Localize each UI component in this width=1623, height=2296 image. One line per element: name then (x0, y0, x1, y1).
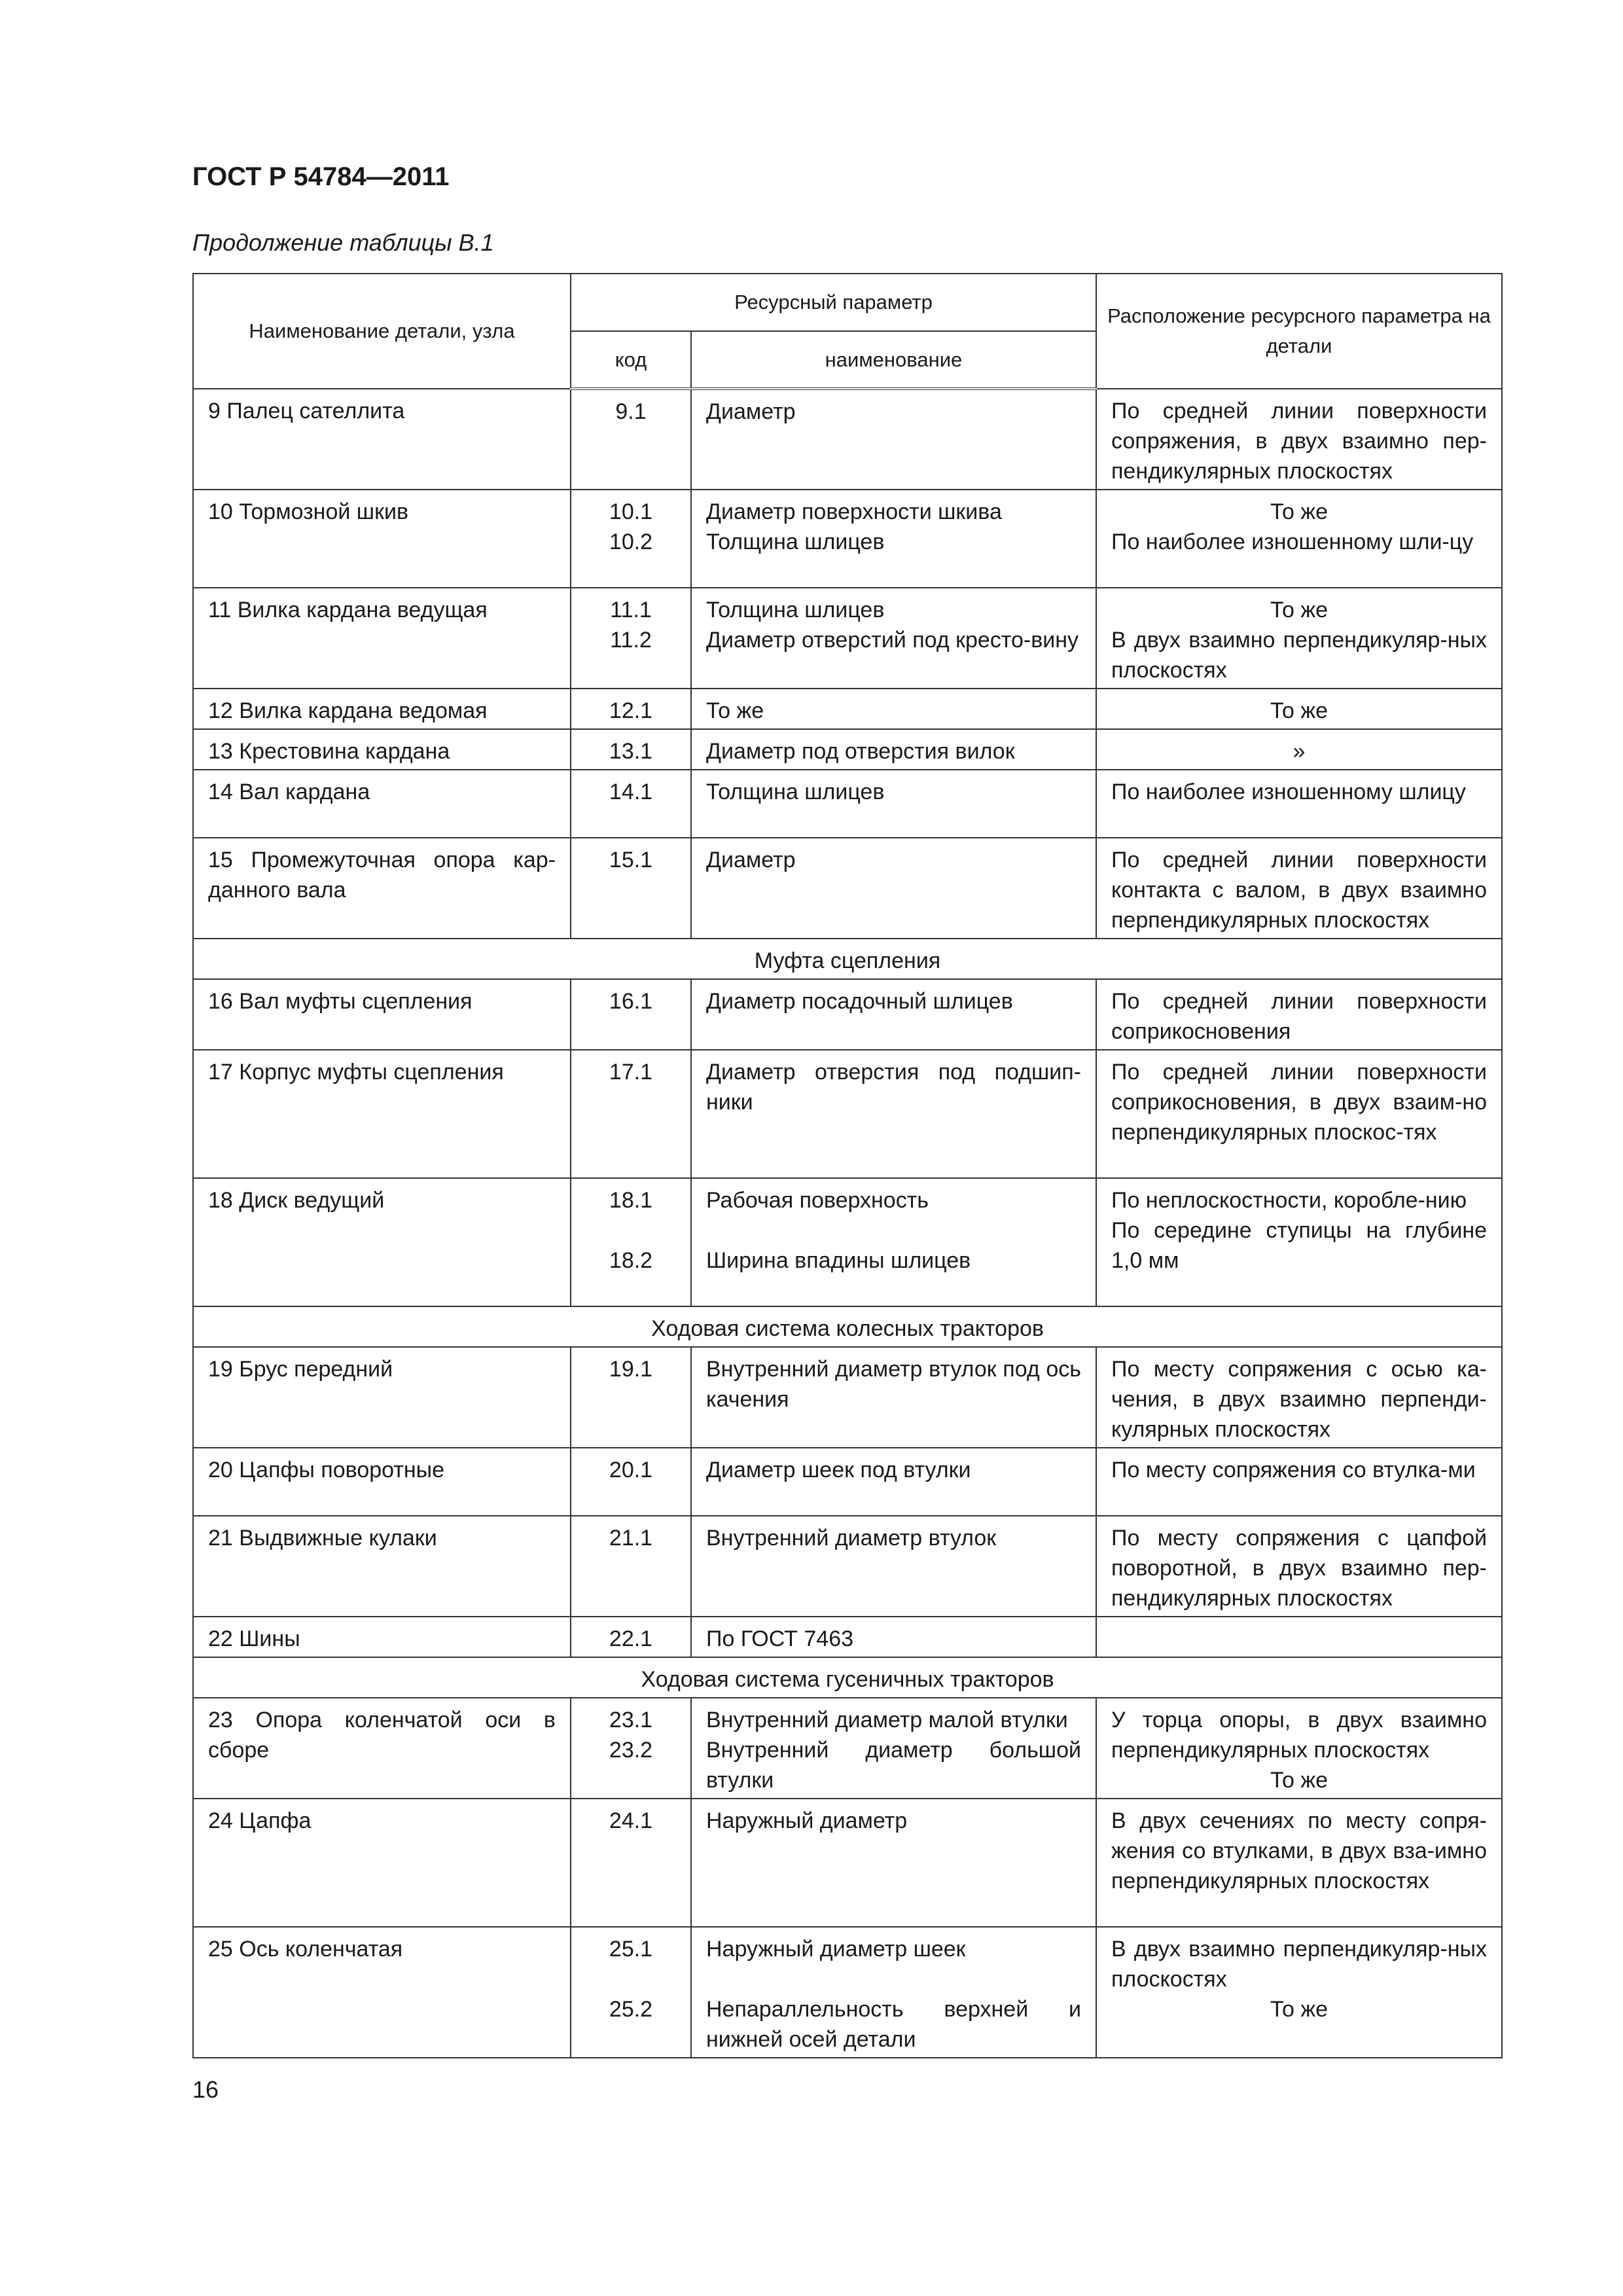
parameter-location-cell (1096, 490, 1502, 588)
parameter-code: 23.1 (609, 1708, 653, 1732)
parameter-name-cell (691, 1927, 1096, 2058)
parameter-name: Внутренний диаметр большой втулки (706, 1738, 1081, 1793)
parameter-code-cell (571, 389, 691, 490)
header-resource-parameter: Ресурсный параметр (571, 274, 1096, 331)
parameter-code-cell (571, 729, 691, 770)
parameter-code-cell (571, 1799, 691, 1927)
parameter-location: То же (1270, 1997, 1329, 2022)
parameter-location-cell (1096, 389, 1502, 490)
parameter-location-cell (1096, 689, 1502, 729)
parameter-location: По месту сопряжения с цапфой поворотной, в двух взаимно пер-пендикулярных плоскостях (1111, 1526, 1487, 1611)
table-row (193, 588, 1502, 689)
parameter-code: 22.1 (609, 1626, 653, 1651)
parameter-name: По ГОСТ 7463 (706, 1626, 854, 1651)
resource-parameters-table (192, 273, 1503, 2058)
parameter-name: Диаметр шеек под втулки (706, 1458, 971, 1482)
table-row (193, 1927, 1502, 2058)
parameter-code-cell (571, 1178, 691, 1306)
parameter-name: То же (706, 698, 764, 723)
table-row (193, 729, 1502, 770)
parameter-code-cell (571, 588, 691, 689)
parameter-location: По средней линии поверхности контакта с валом, в двух взаимно перпендикулярных плоскостях (1111, 848, 1487, 933)
parameter-code: 25.2 (609, 1997, 653, 2022)
parameter-location: По средней линии поверхности сопряжения, в двух взаимно пер-пендикулярных плоскостях (1111, 399, 1487, 484)
parameter-name-cell (691, 838, 1096, 939)
parameter-code-cell (571, 689, 691, 729)
parameter-location: То же (1270, 698, 1329, 723)
parameter-code: 12.1 (609, 698, 653, 723)
parameter-name-cell (691, 588, 1096, 689)
parameter-location-cell (1096, 770, 1502, 838)
table-row (193, 1050, 1502, 1178)
parameter-code: 20.1 (609, 1458, 653, 1482)
parameter-location-cell (1096, 1347, 1502, 1448)
parameter-code: 16.1 (609, 989, 653, 1014)
parameter-location: То же (1270, 598, 1329, 622)
table-row (193, 389, 1502, 490)
parameter-code: 13.1 (609, 739, 653, 764)
part-name-cell: 23 Опора коленчатой оси в сборе (193, 1698, 571, 1799)
parameter-location-cell (1096, 1698, 1502, 1799)
parameter-code: 11.2 (610, 628, 652, 653)
part-name-cell: 18 Диск ведущий (193, 1178, 571, 1306)
parameter-code: 18.2 (609, 1248, 653, 1273)
parameter-name-cell (691, 770, 1096, 838)
part-name-cell: 11 Вилка кардана ведущая (193, 588, 571, 689)
parameter-location: В двух взаимно перпендикуляр-ных плоскостях (1111, 1937, 1487, 1992)
parameter-name: Диаметр (706, 399, 796, 424)
table-body (193, 389, 1502, 2058)
document-header-title: ГОСТ Р 54784—2011 (192, 162, 450, 191)
header-name: наименование (691, 331, 1096, 389)
parameter-name-cell (691, 1698, 1096, 1799)
parameter-name: Толщина шлицев (706, 780, 885, 804)
parameter-location: В двух сечениях по месту сопря-жения со втулками, в двух вза-имно перпендикулярных плоскостях (1111, 1808, 1487, 1893)
parameter-code: 21.1 (609, 1526, 653, 1551)
parameter-name-cell (691, 389, 1096, 490)
parameter-code-cell (571, 1516, 691, 1617)
parameter-name: Рабочая поверхность (706, 1188, 929, 1213)
parameter-code: 24.1 (609, 1808, 653, 1833)
section-row (193, 1657, 1502, 1698)
section-title: Ходовая система колесных тракторов (193, 1306, 1502, 1347)
parameter-name-cell (691, 729, 1096, 770)
line-spacer (586, 1964, 676, 1994)
parameter-code-cell (571, 1448, 691, 1516)
parameter-location: По месту сопряжения с осью ка-чения, в двух взаимно перпенди-кулярных плоскостях (1111, 1357, 1487, 1442)
parameter-code: 23.2 (609, 1738, 653, 1763)
parameter-code-cell (571, 490, 691, 588)
parameter-name: Внутренний диаметр втулок под ось качения (706, 1357, 1081, 1412)
parameter-code-cell (571, 1050, 691, 1178)
line-spacer (586, 1215, 676, 1246)
parameter-code: 18.1 (609, 1188, 653, 1213)
parameter-location: По месту сопряжения со втулка-ми (1111, 1458, 1476, 1482)
parameter-name: Диаметр отверстий под кресто-вину (706, 628, 1079, 653)
parameter-code: 19.1 (609, 1357, 653, 1382)
parameter-location: То же (1270, 1768, 1329, 1793)
parameter-code: 11.1 (610, 598, 652, 622)
parameter-location: В двух взаимно перпендикуляр-ных плоскостях (1111, 628, 1487, 683)
parameter-name-cell (691, 979, 1096, 1050)
part-name-cell: 16 Вал муфты сцепления (193, 979, 571, 1050)
parameter-location-cell (1096, 729, 1502, 770)
parameter-name-cell (691, 1347, 1096, 1448)
parameter-name: Диаметр поверхности шкива (706, 499, 1002, 524)
parameter-name: Наружный диаметр (706, 1808, 908, 1833)
parameter-code: 14.1 (609, 780, 653, 804)
parameter-code-cell (571, 1347, 691, 1448)
table-row (193, 770, 1502, 838)
parameter-location: У торца опоры, в двух взаимно перпендикулярных плоскостях (1111, 1708, 1487, 1763)
parameter-location-cell (1096, 1448, 1502, 1516)
part-name-cell: 10 Тормозной шкив (193, 490, 571, 588)
part-name-cell: 20 Цапфы поворотные (193, 1448, 571, 1516)
section-row (193, 1306, 1502, 1347)
part-name-cell: 15 Промежуточная опора кар-данного вала (193, 838, 571, 939)
part-name-cell: 19 Брус передний (193, 1347, 571, 1448)
table-row (193, 490, 1502, 588)
parameter-code: 17.1 (609, 1060, 653, 1085)
parameter-code: 25.1 (609, 1937, 653, 1962)
parameter-code-cell (571, 770, 691, 838)
parameter-location: То же (1270, 499, 1329, 524)
parameter-code: 10.2 (609, 529, 653, 554)
parameter-code-cell (571, 979, 691, 1050)
table-row (193, 689, 1502, 729)
parameter-name: Наружный диаметр шеек (706, 1937, 966, 1962)
parameter-location: По средней линии поверхности соприкосновения, в двух взаим-но перпендикулярных плоскос-тях (1111, 1060, 1487, 1145)
parameter-name-cell (691, 689, 1096, 729)
part-name-cell: 12 Вилка кардана ведомая (193, 689, 571, 729)
page-number: 16 (192, 2076, 219, 2103)
parameter-name-cell (691, 1617, 1096, 1657)
table-row (193, 1178, 1502, 1306)
parameter-location-cell (1096, 838, 1502, 939)
parameter-name: Толщина шлицев (706, 598, 885, 622)
parameter-name: Диаметр посадочный шлицев (706, 989, 1013, 1014)
parameter-name: Диаметр отверстия под подшип-ники (706, 1060, 1081, 1115)
parameter-code: 9.1 (615, 399, 647, 424)
parameter-location: По средней линии поверхности соприкосновения (1111, 989, 1487, 1044)
table-row (193, 1617, 1502, 1657)
parameter-location-cell (1096, 979, 1502, 1050)
table-continuation-caption: Продолжение таблицы В.1 (192, 229, 494, 256)
parameter-name: Ширина впадины шлицев (706, 1248, 971, 1273)
parameter-code-cell (571, 1698, 691, 1799)
parameter-name: Непараллельность верхней и нижней осей детали (706, 1997, 1081, 2052)
line-spacer (706, 1215, 1081, 1246)
parameter-code: 15.1 (609, 848, 653, 872)
header-code: код (571, 331, 691, 389)
part-name-cell: 17 Корпус муфты сцепления (193, 1050, 571, 1178)
parameter-code-cell (571, 838, 691, 939)
header-parameter-location: Расположение ресурсного параметра на детали (1096, 274, 1502, 389)
parameter-name: Внутренний диаметр малой втулки (706, 1708, 1068, 1732)
parameter-location-cell (1096, 1799, 1502, 1927)
part-name-cell: 14 Вал кардана (193, 770, 571, 838)
parameter-name-cell (691, 1050, 1096, 1178)
parameter-location: По наиболее изношенному шлицу (1111, 780, 1466, 804)
parameter-name-cell (691, 1516, 1096, 1617)
parameter-location: По середине ступицы на глубине 1,0 мм (1111, 1218, 1487, 1273)
parameter-name-cell (691, 1178, 1096, 1306)
parameter-location-cell (1096, 1927, 1502, 2058)
header-part-name: Наименование детали, узла (193, 274, 571, 389)
table-row (193, 979, 1502, 1050)
part-name-cell: 25 Ось коленчатая (193, 1927, 571, 2058)
table-row (193, 1799, 1502, 1927)
parameter-name: Диаметр под отверстия вилок (706, 739, 1015, 764)
parameter-location: По наиболее изношенному шли-цу (1111, 529, 1474, 554)
parameter-location: » (1293, 739, 1306, 764)
parameter-location-cell (1096, 1516, 1502, 1617)
parameter-location-cell (1096, 1617, 1502, 1657)
table-row (193, 1448, 1502, 1516)
parameter-location-cell (1096, 588, 1502, 689)
parameter-name: Диаметр (706, 848, 796, 872)
table-row (193, 1347, 1502, 1448)
parameter-code-cell (571, 1927, 691, 2058)
table-row (193, 1698, 1502, 1799)
section-title: Ходовая система гусеничных тракторов (193, 1657, 1502, 1698)
part-name-cell: 9 Палец сателлита (193, 389, 571, 490)
part-name-cell: 24 Цапфа (193, 1799, 571, 1927)
line-spacer (706, 1964, 1081, 1994)
parameter-location-cell (1096, 1178, 1502, 1306)
table-row (193, 838, 1502, 939)
parameter-name: Внутренний диаметр втулок (706, 1526, 997, 1551)
table-row (193, 1516, 1502, 1617)
part-name-cell: 22 Шины (193, 1617, 571, 1657)
parameter-name-cell (691, 490, 1096, 588)
section-row (193, 939, 1502, 979)
parameter-name-cell (691, 1448, 1096, 1516)
parameter-name: Толщина шлицев (706, 529, 885, 554)
parameter-location: По неплоскостности, коробле-нию (1111, 1188, 1467, 1213)
section-title: Муфта сцепления (193, 939, 1502, 979)
part-name-cell: 13 Крестовина кардана (193, 729, 571, 770)
parameter-code-cell (571, 1617, 691, 1657)
parameter-code: 10.1 (609, 499, 653, 524)
parameter-location-cell (1096, 1050, 1502, 1178)
parameter-name-cell (691, 1799, 1096, 1927)
part-name-cell: 21 Выдвижные кулаки (193, 1516, 571, 1617)
